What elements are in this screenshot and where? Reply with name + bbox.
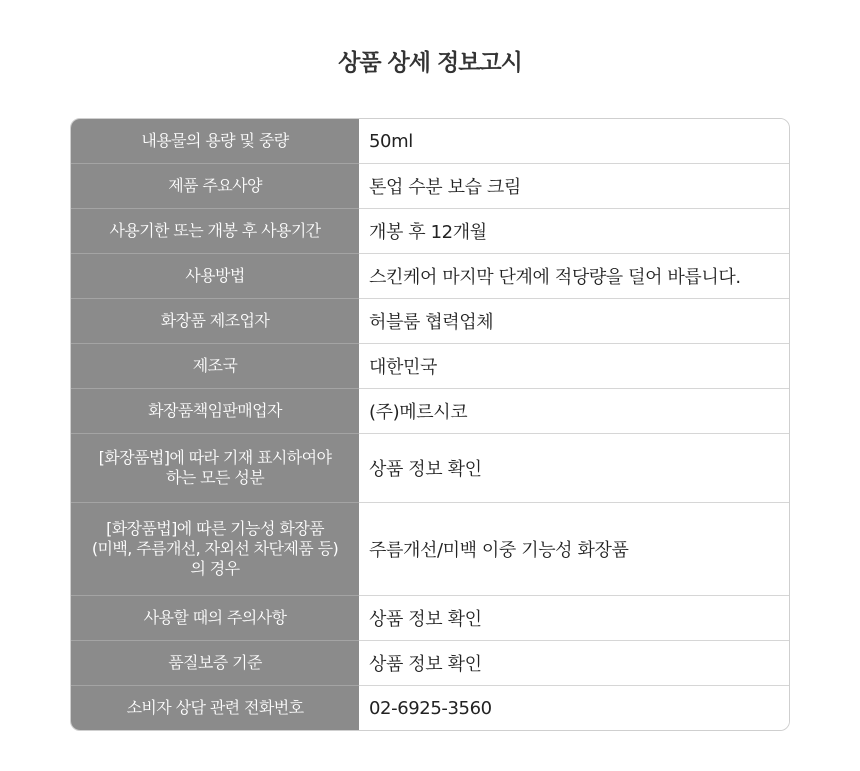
row-label: [화장품법]에 따른 기능성 화장품 (미백, 주름개선, 자외선 차단제품 등) 의 경우 bbox=[71, 502, 359, 595]
table-row bbox=[71, 208, 789, 253]
page-title: 상품 상세 정보고시 bbox=[338, 50, 522, 76]
table-row bbox=[71, 163, 789, 208]
row-label: 제품 주요사양 bbox=[71, 163, 359, 208]
table-row bbox=[71, 388, 789, 433]
product-info-table bbox=[70, 118, 790, 731]
row-label: 사용기한 또는 개봉 후 사용기간 bbox=[71, 208, 359, 253]
row-value: 톤업 수분 보습 크림 bbox=[359, 164, 789, 208]
table-row bbox=[71, 433, 789, 502]
row-value: 50ml bbox=[359, 119, 789, 163]
row-label: 사용할 때의 주의사항 bbox=[71, 595, 359, 640]
row-value: 스킨케어 마지막 단계에 적당량을 덜어 바릅니다. bbox=[359, 254, 789, 298]
row-value: 02-6925-3560 bbox=[359, 686, 789, 730]
row-value: (주)메르시코 bbox=[359, 389, 789, 433]
row-value: 개봉 후 12개월 bbox=[359, 209, 789, 253]
row-value: 상품 정보 확인 bbox=[359, 434, 789, 502]
row-label: 화장품책임판매업자 bbox=[71, 388, 359, 433]
row-label: 제조국 bbox=[71, 343, 359, 388]
row-value: 허블룸 협력업체 bbox=[359, 299, 789, 343]
row-label: 사용방법 bbox=[71, 253, 359, 298]
row-label: 품질보증 기준 bbox=[71, 640, 359, 685]
table-row bbox=[71, 343, 789, 388]
row-label: [화장품법]에 따라 기재 표시하여야 하는 모든 성분 bbox=[71, 433, 359, 502]
table-row bbox=[71, 640, 789, 685]
row-label: 소비자 상담 관련 전화번호 bbox=[71, 685, 359, 730]
row-value: 대한민국 bbox=[359, 344, 789, 388]
row-value: 상품 정보 확인 bbox=[359, 641, 789, 685]
row-label: 내용물의 용량 및 중량 bbox=[71, 119, 359, 163]
table-row bbox=[71, 253, 789, 298]
table-row bbox=[71, 119, 789, 163]
table-row bbox=[71, 502, 789, 595]
row-label: 화장품 제조업자 bbox=[71, 298, 359, 343]
row-value: 주름개선/미백 이중 기능성 화장품 bbox=[359, 503, 789, 595]
row-value: 상품 정보 확인 bbox=[359, 596, 789, 640]
table-row bbox=[71, 685, 789, 730]
table-row bbox=[71, 595, 789, 640]
table-row bbox=[71, 298, 789, 343]
